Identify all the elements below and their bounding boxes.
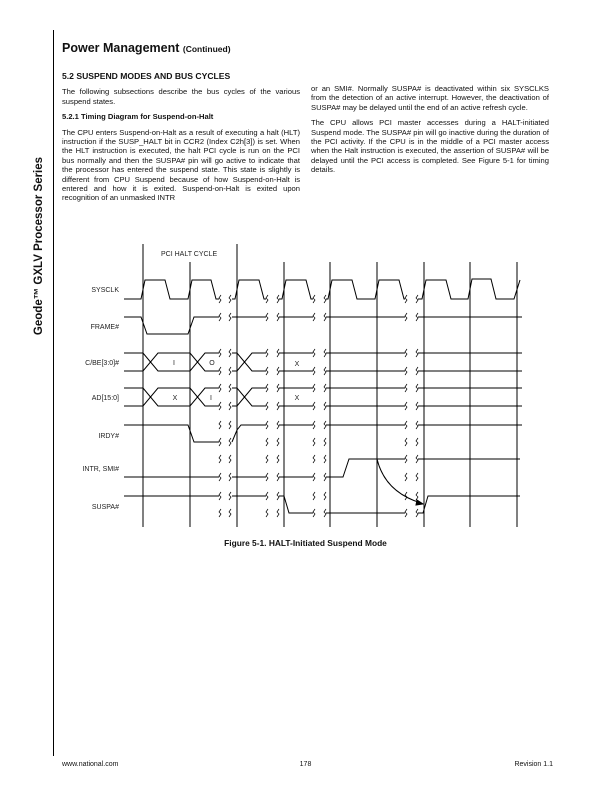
figure-caption: Figure 5-1. HALT-Initiated Suspend Mode xyxy=(224,538,387,548)
break-mark xyxy=(324,492,326,500)
break-mark xyxy=(416,313,418,321)
break-mark xyxy=(405,473,407,481)
side-title-text: Geode™ GXLV Processor Series xyxy=(33,156,45,336)
title-text: Power Management xyxy=(62,41,180,55)
revision: Revision 1.1 xyxy=(514,761,553,768)
break-mark xyxy=(313,402,315,410)
break-mark xyxy=(416,402,418,410)
title-continued: (Continued) xyxy=(182,44,231,54)
break-mark xyxy=(229,492,231,500)
break-mark xyxy=(416,349,418,357)
break-mark xyxy=(229,455,231,463)
sysclk-wave xyxy=(124,279,520,299)
break-mark xyxy=(405,421,407,429)
break-mark xyxy=(416,473,418,481)
break-mark xyxy=(324,473,326,481)
break-mark xyxy=(266,402,268,410)
break-mark xyxy=(277,455,279,463)
break-mark xyxy=(266,349,268,357)
bus-value: X xyxy=(172,395,178,402)
intro-paragraph: The following subsections describe the bus cycles of the various suspend states. xyxy=(62,87,300,106)
break-mark xyxy=(405,402,407,410)
signal-label: C/BE[3:0]# xyxy=(85,360,119,367)
break-mark xyxy=(324,295,326,303)
break-mark xyxy=(416,384,418,392)
break-mark xyxy=(229,509,231,517)
ad-bus-wave xyxy=(124,388,522,406)
break-mark xyxy=(405,367,407,375)
break-mark xyxy=(313,473,315,481)
break-mark xyxy=(313,455,315,463)
break-mark xyxy=(405,295,407,303)
break-mark xyxy=(324,455,326,463)
break-mark xyxy=(229,313,231,321)
break-mark xyxy=(313,313,315,321)
arrow-head-icon xyxy=(416,500,423,505)
break-mark xyxy=(313,492,315,500)
break-mark xyxy=(416,367,418,375)
break-mark xyxy=(219,509,221,517)
bus-value: I xyxy=(173,360,175,367)
signal-label: AD[15:0] xyxy=(91,395,119,402)
paragraph-1-cont: or an SMI#. Normally SUSPA# is deactivated within six SYSCLKS from the detection of an active interrupt. However, the deactivation of SUSPA# may be delayed until the end of an active refresh cycle. xyxy=(311,84,549,112)
break-mark xyxy=(266,492,268,500)
break-mark xyxy=(229,367,231,375)
signal-label: FRAME# xyxy=(90,324,119,331)
break-mark xyxy=(416,455,418,463)
break-mark xyxy=(277,492,279,500)
break-mark xyxy=(416,295,418,303)
clock-edge-lines xyxy=(143,244,517,527)
bus-value: X xyxy=(294,395,300,402)
break-mark xyxy=(277,438,279,446)
intr-smi-wave xyxy=(124,459,520,477)
break-mark xyxy=(266,473,268,481)
break-mark xyxy=(405,455,407,463)
signal-label: INTR, SMI# xyxy=(82,466,119,473)
break-mark xyxy=(266,438,268,446)
break-mark xyxy=(266,295,268,303)
break-mark xyxy=(324,509,326,517)
break-mark xyxy=(266,367,268,375)
break-mark xyxy=(324,313,326,321)
break-mark xyxy=(324,349,326,357)
section-heading: 5.2 SUSPEND MODES AND BUS CYCLES xyxy=(62,71,231,81)
irdy-wave xyxy=(124,425,522,442)
break-mark xyxy=(313,384,315,392)
break-mark xyxy=(266,509,268,517)
break-mark xyxy=(219,384,221,392)
bus-value: O xyxy=(209,360,215,367)
cbe-bus-wave xyxy=(124,353,522,371)
break-mark xyxy=(229,438,231,446)
break-mark xyxy=(313,295,315,303)
break-mark xyxy=(219,295,221,303)
bus-value: I xyxy=(210,395,212,402)
page-number: 178 xyxy=(299,761,312,768)
break-mark xyxy=(277,384,279,392)
break-mark xyxy=(277,295,279,303)
break-mark xyxy=(229,295,231,303)
break-mark xyxy=(219,438,221,446)
break-mark xyxy=(324,384,326,392)
break-mark xyxy=(405,384,407,392)
break-mark xyxy=(266,384,268,392)
break-mark xyxy=(416,509,418,517)
cycle-label: PCI HALT CYCLE xyxy=(161,251,218,258)
break-mark xyxy=(229,473,231,481)
break-mark xyxy=(313,509,315,517)
signal-label: SUSPA# xyxy=(91,504,119,511)
causality-arrow xyxy=(377,459,421,503)
break-mark xyxy=(313,367,315,375)
break-mark xyxy=(219,455,221,463)
break-mark xyxy=(277,402,279,410)
break-mark xyxy=(229,384,231,392)
subsection-heading: 5.2.1 Timing Diagram for Suspend-on-Halt xyxy=(62,112,214,122)
bus-value: X xyxy=(294,361,300,368)
break-mark xyxy=(219,367,221,375)
break-mark xyxy=(266,313,268,321)
break-mark xyxy=(277,349,279,357)
break-mark xyxy=(219,402,221,410)
break-mark xyxy=(405,438,407,446)
break-mark xyxy=(416,492,418,500)
signal-label: IRDY# xyxy=(98,433,119,440)
break-mark xyxy=(277,313,279,321)
break-mark xyxy=(324,438,326,446)
break-mark xyxy=(219,349,221,357)
break-mark xyxy=(324,402,326,410)
break-mark xyxy=(229,349,231,357)
footer-url[interactable]: www.national.com xyxy=(62,761,119,768)
break-mark xyxy=(405,349,407,357)
break-mark xyxy=(416,438,418,446)
paragraph-2: The CPU allows PCI master accesses during a HALT-initiated Suspend mode. The SUSPA# pin will go inactive during the duration of the PCI activity. If the CPU is in the middle of a PCI master access when the Halt instruction is executed, the assertion of SUSPA# will be delayed until the PCI access is completed. See Figure 5-1 for timing details. xyxy=(311,118,549,175)
break-mark xyxy=(219,492,221,500)
break-mark xyxy=(277,509,279,517)
signal-label: SYSCLK xyxy=(91,287,119,294)
break-mark xyxy=(405,313,407,321)
frame-wave xyxy=(124,317,522,334)
suspa-wave xyxy=(124,496,520,513)
break-mark xyxy=(324,421,326,429)
break-mark xyxy=(416,421,418,429)
break-mark xyxy=(405,509,407,517)
break-mark xyxy=(313,421,315,429)
break-mark xyxy=(266,455,268,463)
break-mark xyxy=(313,349,315,357)
break-mark xyxy=(313,438,315,446)
break-mark xyxy=(277,421,279,429)
break-mark xyxy=(277,473,279,481)
break-mark xyxy=(229,402,231,410)
break-mark xyxy=(266,421,268,429)
break-mark xyxy=(324,367,326,375)
break-mark xyxy=(219,313,221,321)
paragraph-1: The CPU enters Suspend-on-Halt as a result of executing a halt (HLT) instruction if the SUSP_HALT bit in CCR2 (Index C2h[3]) is set. When the HLT instruction is executed, the halt PCI cycle is run on the PCI bus normally and then the SUSPA# pin will go active to indicate that the processor has entered the suspend state. This state is slightly is different from CPU Suspend because of how Suspend-on-Halt is entered and how it is exited. Suspend-on-Halt is exited upon recognition of an unmasked INTR xyxy=(62,127,300,203)
break-mark xyxy=(229,421,231,429)
break-mark xyxy=(277,367,279,375)
break-mark xyxy=(219,421,221,429)
break-mark xyxy=(219,473,221,481)
